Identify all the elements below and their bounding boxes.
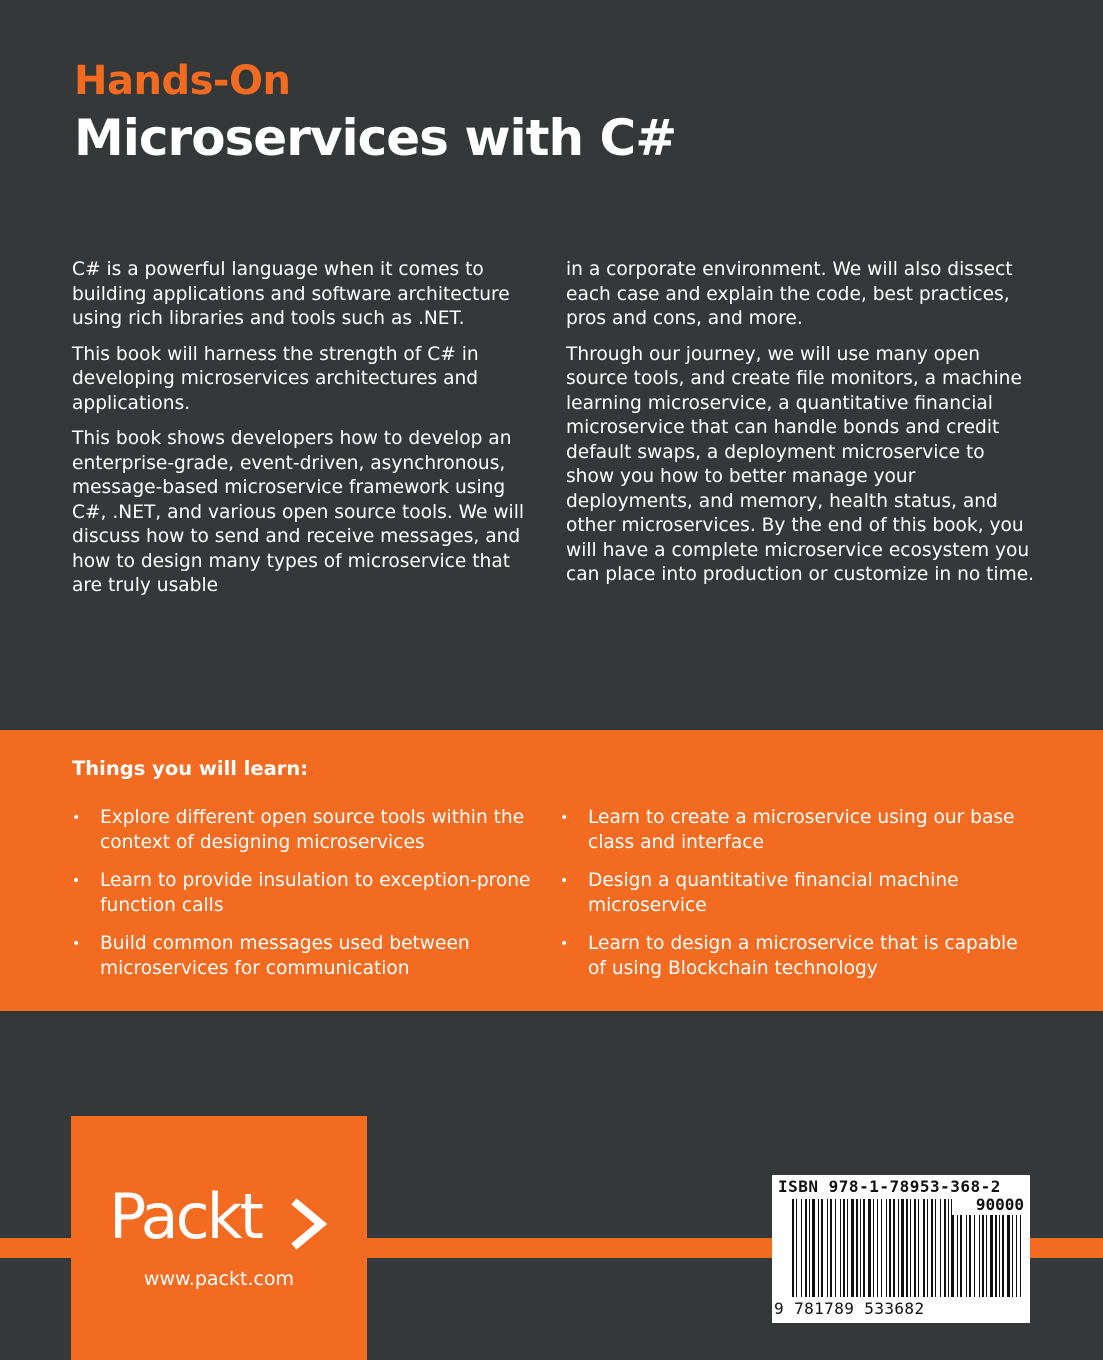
bullet-icon: • [72,810,81,826]
description-left-column [72,258,542,610]
learn-item [72,869,542,918]
bullet-icon: • [560,873,569,889]
barcode-bar [906,1199,908,1297]
description-paragraph: This book shows developers how to develop an enterprise-grade, event-driven, asynchronous, message-based microservice framework using C#, .NET, and various open source tools. We will discuss how to send and receive messages, and how to design many types of microservice that are truly usable [72,428,525,596]
description-paragraph: in a corporate environment. We will also dissect each case and explain the code, best practices, pros and cons, and more. [566,259,1013,329]
learn-item-text: Learn to create a microservice using our base class and interface [588,807,1015,853]
learn-item [560,932,1030,981]
description-right-column [566,258,1036,599]
learn-list-left [72,806,542,995]
learn-item [560,869,1030,918]
learn-item [560,806,1030,855]
barcode-bar [877,1199,878,1297]
barcode-bar [873,1199,874,1297]
ean-digits: 9 781789 533682 [774,1299,925,1318]
barcode-bar [856,1199,858,1297]
learn-item-text: Explore different open source tools within the context of designing microservices [100,807,525,853]
barcode-bar [927,1199,928,1297]
barcode-bar [805,1199,807,1297]
barcode-bar [835,1199,836,1297]
barcode-bar [935,1199,936,1297]
barcode-bar [914,1199,916,1297]
packt-logo-text: Packt [109,1186,261,1253]
barcode-bar [863,1199,865,1297]
barcode-bar [948,1199,949,1297]
learn-item [72,806,542,855]
description-paragraph: Through our journey, we will use many open source tools, and create file monitors, a machine learning microservice, a quantitative financial microservice that can handle bonds and credit default swaps, a deployment microservice to show you how to better manage your deployments, and memory, health status, and other microservices. By the end of this book, you will have a complete microservice ecosystem you can place into production or customize in no time. [566,343,1035,585]
barcode-bar [944,1199,946,1297]
learn-item-text: Learn to design a microservice that is capable of using Blockchain technology [588,933,1018,979]
barcode-bar [918,1199,919,1297]
description-paragraph: This book will harness the strength of C# in developing microservices architectures and applications. [72,343,479,414]
barcode-bar [901,1199,904,1297]
bullet-icon: • [72,873,81,889]
barcode-bar [809,1199,810,1297]
learn-list-right [560,806,1030,995]
description-paragraph: C# is a powerful language when it comes to building applications and software architecture using rich libraries and tools such as .NET. [72,259,510,329]
isbn-barcode [772,1175,1030,1323]
learn-item [72,932,542,981]
bullet-icon: • [560,936,569,952]
bullet-icon: • [560,810,569,826]
learn-item-text: Design a quantitative financial machine microservice [588,870,959,916]
barcode-bar [818,1199,819,1297]
barcode-bar [931,1199,933,1297]
barcode-bar [898,1199,899,1297]
title-kicker: Hands-On [74,58,291,104]
barcode-bar [851,1199,854,1297]
barcode-bar [827,1199,828,1297]
barcode-bar [821,1199,823,1297]
barcode-bar [868,1199,871,1297]
barcode-bar [801,1199,802,1297]
publisher-url: www.packt.com [143,1268,295,1290]
barcode-bar [923,1199,925,1297]
barcode-bar [860,1199,861,1297]
barcode-bar [847,1199,848,1297]
isbn-label: ISBN 978-1-78953-368-2 [778,1177,1001,1196]
barcode-bar [886,1199,887,1297]
barcode-bar [796,1199,797,1297]
barcode-bar [893,1199,895,1297]
chevron-right-icon [297,1204,321,1244]
barcode-bar [910,1199,911,1297]
learn-item-text: Learn to provide insulation to exception-prone function calls [100,870,531,916]
bullet-icon: • [72,936,81,952]
book-title: Microservices with C# [74,109,677,167]
barcode-bar [889,1199,891,1297]
packt-logo [109,1186,333,1254]
barcode-bar [840,1199,841,1297]
price-code: 90000 [975,1195,1024,1214]
barcode-bar [792,1199,794,1297]
learn-item-text: Build common messages used between microservices for communication [100,933,470,979]
barcode-bar [843,1199,845,1297]
barcode-bar [812,1199,815,1297]
barcode-bar [830,1199,832,1297]
barcode-bar [940,1199,941,1297]
learn-heading: Things you will learn: [72,757,309,780]
barcode-bar [881,1199,882,1297]
